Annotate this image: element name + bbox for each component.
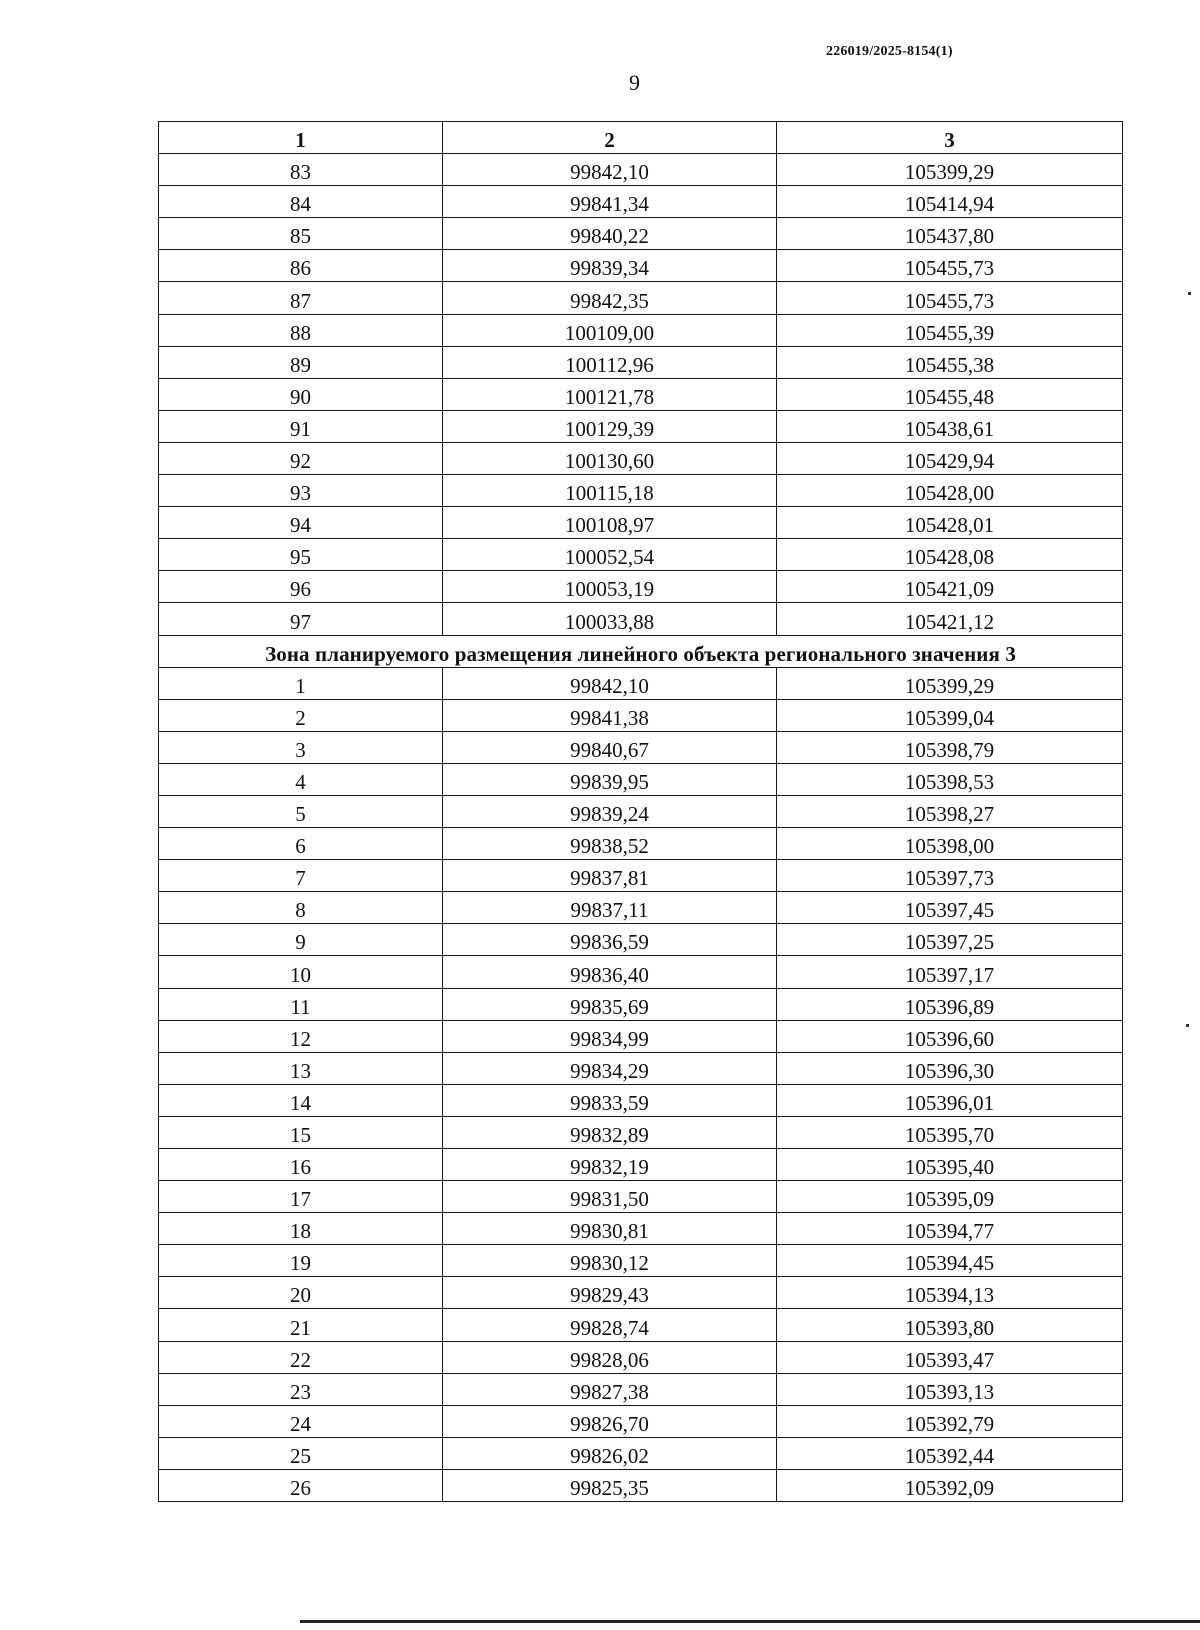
x-coordinate-cell: 99834,99 bbox=[443, 1020, 777, 1052]
x-coordinate-cell: 100033,88 bbox=[443, 603, 777, 635]
point-number-cell: 14 bbox=[159, 1084, 443, 1116]
y-coordinate-cell: 105421,09 bbox=[777, 571, 1123, 603]
section-heading-body bbox=[159, 635, 1123, 667]
y-coordinate-cell: 105437,80 bbox=[777, 218, 1123, 250]
x-coordinate-cell: 99842,10 bbox=[443, 667, 777, 699]
x-coordinate-cell: 99831,50 bbox=[443, 1181, 777, 1213]
y-coordinate-cell: 105455,39 bbox=[777, 314, 1123, 346]
y-coordinate-cell: 105455,73 bbox=[777, 250, 1123, 282]
point-number-cell: 4 bbox=[159, 763, 443, 795]
table-row bbox=[159, 1405, 1123, 1437]
table-row bbox=[159, 603, 1123, 635]
table-header bbox=[159, 122, 1123, 154]
y-coordinate-cell: 105398,53 bbox=[777, 763, 1123, 795]
x-coordinate-cell: 100121,78 bbox=[443, 378, 777, 410]
x-coordinate-cell: 99838,52 bbox=[443, 828, 777, 860]
point-number-cell: 95 bbox=[159, 539, 443, 571]
x-coordinate-cell: 99842,10 bbox=[443, 154, 777, 186]
x-coordinate-cell: 99830,12 bbox=[443, 1245, 777, 1277]
point-number-cell: 97 bbox=[159, 603, 443, 635]
y-coordinate-cell: 105428,08 bbox=[777, 539, 1123, 571]
point-number-cell: 10 bbox=[159, 956, 443, 988]
table-row bbox=[159, 1213, 1123, 1245]
page-number: 9 bbox=[629, 70, 640, 95]
x-coordinate-cell: 99826,02 bbox=[443, 1437, 777, 1469]
table-row bbox=[159, 1020, 1123, 1052]
point-number-cell: 21 bbox=[159, 1309, 443, 1341]
point-number-cell: 93 bbox=[159, 475, 443, 507]
table-row bbox=[159, 154, 1123, 186]
point-number-cell: 89 bbox=[159, 346, 443, 378]
point-number-cell: 94 bbox=[159, 507, 443, 539]
x-coordinate-cell: 100129,39 bbox=[443, 410, 777, 442]
x-coordinate-cell: 99833,59 bbox=[443, 1084, 777, 1116]
table-row bbox=[159, 1052, 1123, 1084]
point-number-cell: 20 bbox=[159, 1277, 443, 1309]
y-coordinate-cell: 105397,45 bbox=[777, 892, 1123, 924]
table-body-top bbox=[159, 154, 1123, 635]
y-coordinate-cell: 105397,17 bbox=[777, 956, 1123, 988]
point-number-cell: 86 bbox=[159, 250, 443, 282]
x-coordinate-cell: 100109,00 bbox=[443, 314, 777, 346]
table-row bbox=[159, 475, 1123, 507]
x-coordinate-cell: 99826,70 bbox=[443, 1405, 777, 1437]
table-row bbox=[159, 250, 1123, 282]
x-coordinate-cell: 100052,54 bbox=[443, 539, 777, 571]
x-coordinate-cell: 99835,69 bbox=[443, 988, 777, 1020]
y-coordinate-cell: 105397,73 bbox=[777, 860, 1123, 892]
table-row bbox=[159, 924, 1123, 956]
y-coordinate-cell: 105393,47 bbox=[777, 1341, 1123, 1373]
x-coordinate-cell: 99829,43 bbox=[443, 1277, 777, 1309]
y-coordinate-cell: 105414,94 bbox=[777, 186, 1123, 218]
point-number-cell: 13 bbox=[159, 1052, 443, 1084]
table-row bbox=[159, 314, 1123, 346]
x-coordinate-cell: 99834,29 bbox=[443, 1052, 777, 1084]
table-row bbox=[159, 828, 1123, 860]
point-number-cell: 26 bbox=[159, 1469, 443, 1501]
y-coordinate-cell: 105399,04 bbox=[777, 699, 1123, 731]
point-number-cell: 83 bbox=[159, 154, 443, 186]
table-row bbox=[159, 1245, 1123, 1277]
point-number-cell: 12 bbox=[159, 1020, 443, 1052]
point-number-cell: 16 bbox=[159, 1149, 443, 1181]
table-row bbox=[159, 1437, 1123, 1469]
y-coordinate-cell: 105394,77 bbox=[777, 1213, 1123, 1245]
x-coordinate-cell: 99825,35 bbox=[443, 1469, 777, 1501]
point-number-cell: 22 bbox=[159, 1341, 443, 1373]
point-number-cell: 84 bbox=[159, 186, 443, 218]
y-coordinate-cell: 105398,00 bbox=[777, 828, 1123, 860]
table-row bbox=[159, 218, 1123, 250]
x-coordinate-cell: 99832,19 bbox=[443, 1149, 777, 1181]
point-number-cell: 90 bbox=[159, 378, 443, 410]
x-coordinate-cell: 99836,59 bbox=[443, 924, 777, 956]
point-number-cell: 3 bbox=[159, 731, 443, 763]
point-number-cell: 88 bbox=[159, 314, 443, 346]
point-number-cell: 15 bbox=[159, 1116, 443, 1148]
table-row bbox=[159, 186, 1123, 218]
column-header-2: 2 bbox=[443, 122, 777, 154]
table-row bbox=[159, 378, 1123, 410]
x-coordinate-cell: 100112,96 bbox=[443, 346, 777, 378]
y-coordinate-cell: 105455,38 bbox=[777, 346, 1123, 378]
table-row bbox=[159, 1116, 1123, 1148]
y-coordinate-cell: 105455,73 bbox=[777, 282, 1123, 314]
table-row bbox=[159, 1469, 1123, 1501]
x-coordinate-cell: 100053,19 bbox=[443, 571, 777, 603]
y-coordinate-cell: 105395,40 bbox=[777, 1149, 1123, 1181]
scan-mark bbox=[1188, 292, 1191, 295]
x-coordinate-cell: 99828,74 bbox=[443, 1309, 777, 1341]
point-number-cell: 25 bbox=[159, 1437, 443, 1469]
table-row bbox=[159, 956, 1123, 988]
y-coordinate-cell: 105393,13 bbox=[777, 1373, 1123, 1405]
table-row bbox=[159, 699, 1123, 731]
y-coordinate-cell: 105392,09 bbox=[777, 1469, 1123, 1501]
y-coordinate-cell: 105394,45 bbox=[777, 1245, 1123, 1277]
y-coordinate-cell: 105394,13 bbox=[777, 1277, 1123, 1309]
y-coordinate-cell: 105421,12 bbox=[777, 603, 1123, 635]
x-coordinate-cell: 99837,81 bbox=[443, 860, 777, 892]
y-coordinate-cell: 105398,27 bbox=[777, 795, 1123, 827]
point-number-cell: 1 bbox=[159, 667, 443, 699]
table-row bbox=[159, 795, 1123, 827]
table-row bbox=[159, 507, 1123, 539]
y-coordinate-cell: 105395,70 bbox=[777, 1116, 1123, 1148]
x-coordinate-cell: 99842,35 bbox=[443, 282, 777, 314]
table-header-row bbox=[159, 122, 1123, 154]
point-number-cell: 18 bbox=[159, 1213, 443, 1245]
y-coordinate-cell: 105396,89 bbox=[777, 988, 1123, 1020]
table-body-bottom bbox=[159, 667, 1123, 1501]
x-coordinate-cell: 99828,06 bbox=[443, 1341, 777, 1373]
table-row bbox=[159, 1084, 1123, 1116]
x-coordinate-cell: 99841,38 bbox=[443, 699, 777, 731]
y-coordinate-cell: 105396,60 bbox=[777, 1020, 1123, 1052]
table-row bbox=[159, 731, 1123, 763]
y-coordinate-cell: 105429,94 bbox=[777, 442, 1123, 474]
x-coordinate-cell: 99837,11 bbox=[443, 892, 777, 924]
y-coordinate-cell: 105428,00 bbox=[777, 475, 1123, 507]
x-coordinate-cell: 99832,89 bbox=[443, 1116, 777, 1148]
y-coordinate-cell: 105438,61 bbox=[777, 410, 1123, 442]
point-number-cell: 17 bbox=[159, 1181, 443, 1213]
point-number-cell: 91 bbox=[159, 410, 443, 442]
x-coordinate-cell: 99839,95 bbox=[443, 763, 777, 795]
point-number-cell: 24 bbox=[159, 1405, 443, 1437]
x-coordinate-cell: 99836,40 bbox=[443, 956, 777, 988]
y-coordinate-cell: 105428,01 bbox=[777, 507, 1123, 539]
y-coordinate-cell: 105396,01 bbox=[777, 1084, 1123, 1116]
y-coordinate-cell: 105455,48 bbox=[777, 378, 1123, 410]
scan-mark bbox=[1186, 1024, 1189, 1027]
y-coordinate-cell: 105392,44 bbox=[777, 1437, 1123, 1469]
x-coordinate-cell: 99827,38 bbox=[443, 1373, 777, 1405]
table-row bbox=[159, 1309, 1123, 1341]
x-coordinate-cell: 99841,34 bbox=[443, 186, 777, 218]
point-number-cell: 9 bbox=[159, 924, 443, 956]
point-number-cell: 87 bbox=[159, 282, 443, 314]
x-coordinate-cell: 99830,81 bbox=[443, 1213, 777, 1245]
x-coordinate-cell: 99840,22 bbox=[443, 218, 777, 250]
table-row bbox=[159, 1277, 1123, 1309]
point-number-cell: 8 bbox=[159, 892, 443, 924]
section-heading-row bbox=[159, 635, 1123, 667]
coordinates-table bbox=[158, 121, 1123, 1502]
table-row bbox=[159, 346, 1123, 378]
y-coordinate-cell: 105396,30 bbox=[777, 1052, 1123, 1084]
column-header-1: 1 bbox=[159, 122, 443, 154]
x-coordinate-cell: 100115,18 bbox=[443, 475, 777, 507]
point-number-cell: 11 bbox=[159, 988, 443, 1020]
point-number-cell: 19 bbox=[159, 1245, 443, 1277]
y-coordinate-cell: 105399,29 bbox=[777, 154, 1123, 186]
table-row bbox=[159, 282, 1123, 314]
y-coordinate-cell: 105398,79 bbox=[777, 731, 1123, 763]
x-coordinate-cell: 99839,24 bbox=[443, 795, 777, 827]
y-coordinate-cell: 105393,80 bbox=[777, 1309, 1123, 1341]
point-number-cell: 96 bbox=[159, 571, 443, 603]
table-row bbox=[159, 988, 1123, 1020]
table-row bbox=[159, 571, 1123, 603]
document-registration-number: 226019/2025-8154(1) bbox=[826, 44, 953, 59]
y-coordinate-cell: 105397,25 bbox=[777, 924, 1123, 956]
point-number-cell: 5 bbox=[159, 795, 443, 827]
table-row bbox=[159, 860, 1123, 892]
y-coordinate-cell: 105395,09 bbox=[777, 1181, 1123, 1213]
table-row bbox=[159, 892, 1123, 924]
table-row bbox=[159, 1341, 1123, 1373]
table-row bbox=[159, 763, 1123, 795]
x-coordinate-cell: 99839,34 bbox=[443, 250, 777, 282]
column-header-3: 3 bbox=[777, 122, 1123, 154]
point-number-cell: 6 bbox=[159, 828, 443, 860]
point-number-cell: 85 bbox=[159, 218, 443, 250]
table-row bbox=[159, 410, 1123, 442]
point-number-cell: 2 bbox=[159, 699, 443, 731]
table-row bbox=[159, 1373, 1123, 1405]
scan-edge-line bbox=[300, 1620, 1200, 1623]
point-number-cell: 23 bbox=[159, 1373, 443, 1405]
table-row bbox=[159, 1149, 1123, 1181]
y-coordinate-cell: 105392,79 bbox=[777, 1405, 1123, 1437]
table-row bbox=[159, 442, 1123, 474]
point-number-cell: 92 bbox=[159, 442, 443, 474]
table-row bbox=[159, 539, 1123, 571]
x-coordinate-cell: 100108,97 bbox=[443, 507, 777, 539]
y-coordinate-cell: 105399,29 bbox=[777, 667, 1123, 699]
section-heading: Зона планируемого размещения линейного объекта регионального значения 3 bbox=[159, 635, 1123, 667]
x-coordinate-cell: 99840,67 bbox=[443, 731, 777, 763]
table-row bbox=[159, 1181, 1123, 1213]
table-row bbox=[159, 667, 1123, 699]
x-coordinate-cell: 100130,60 bbox=[443, 442, 777, 474]
point-number-cell: 7 bbox=[159, 860, 443, 892]
